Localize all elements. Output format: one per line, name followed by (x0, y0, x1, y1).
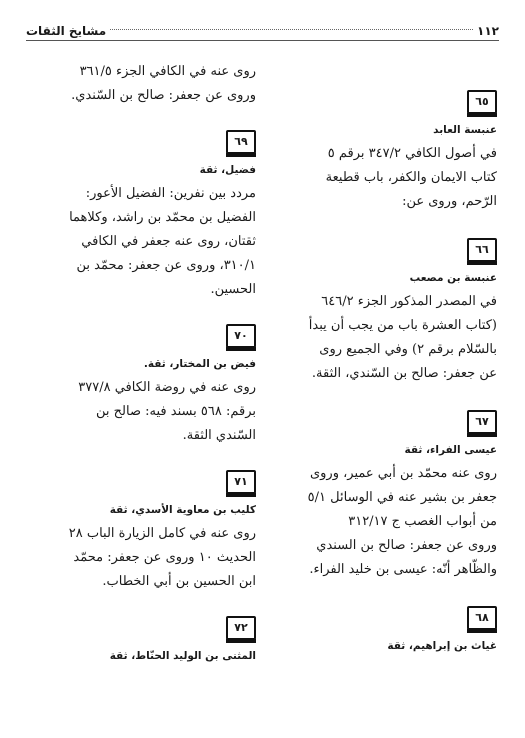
entry-line: الحديث ١٠ وروى عن جعفر: محمّد (73, 550, 256, 565)
continued-line: روى عنه في الكافي الجزء ٣٦١/٥ (79, 64, 256, 79)
entry-number-badge: ٧٠ (226, 324, 256, 348)
entry-line: مردد بين نفرين: الفضيل الأعور: (85, 186, 256, 201)
entry-line: بالسّلام برقم ٢) وفي الجميع روى (319, 342, 497, 357)
entry-line: جعفر بن بشير عنه في الوسائل ٥/١ (307, 490, 497, 505)
entry-line: وروى عن جعفر: صالح بن السندي (316, 538, 497, 553)
continued-line: وروى عن جعفر: صالح بن السّندي. (71, 88, 256, 103)
entry-line: روى عنه في روضة الكافي ٣٧٧/٨ (78, 380, 256, 395)
page-header (26, 22, 499, 41)
entry-line: الرّحم، وروى عن: (402, 194, 497, 209)
entry-line: روى عنه محمّد بن أبي عمير، وروى (309, 466, 497, 481)
entry-number-badge: ٧٢ (226, 616, 256, 640)
entry-69 (28, 130, 256, 302)
entry-line: في أصول الكافي ٣٤٧/٢ برقم ٥ (327, 146, 497, 161)
entry-name: عنبسة بن مصعب (409, 272, 497, 284)
entry-line: ٣١٠/١، وروى عن جعفر: محمّد بن (76, 258, 256, 273)
entry-name: المثنى بن الوليد الحنّاط، ثقة (109, 650, 256, 662)
entry-line: السّندي الثقة. (182, 428, 256, 443)
entry-66 (282, 238, 497, 386)
entry-name: فضيل، ثقة (199, 164, 256, 176)
entry-line: في المصدر المذكور الجزء ٦٤٦/٢ (321, 294, 497, 309)
page-number: ١١٢ (477, 24, 499, 38)
left-column (28, 60, 256, 668)
entry-65 (282, 90, 497, 214)
entry-line: (كتاب العشرة باب من يجب أن يبدأ (308, 318, 497, 333)
entry-70 (28, 324, 256, 448)
entry-number-badge: ٦٩ (226, 130, 256, 154)
running-title: مشايخ الثقات (26, 24, 107, 38)
entry-name: غياث بن إبراهيم، ثقة (387, 640, 497, 652)
header-dot-leader (110, 28, 473, 30)
entry-number-badge: ٧١ (226, 470, 256, 494)
entry-line: من أبواب الغصب ج ٣١٢/١٧ (348, 514, 497, 529)
entry-72 (28, 616, 256, 662)
entry-line: ابن الحسين بن أبي الخطاب. (102, 574, 256, 589)
entry-line: عن جعفر: صالح بن السّندي، الثقة. (311, 366, 497, 381)
entry-number-badge: ٦٧ (467, 410, 497, 434)
entry-name: عيسى الفراء، ثقة (404, 444, 497, 456)
entry-name: فيض بن المختار، ثقة. (143, 358, 256, 370)
entry-line: كتاب الايمان والكفر، باب قطيعة (325, 170, 497, 185)
entry-line: روى عنه في كامل الزيارة الباب ٢٨ (68, 526, 256, 541)
entry-number-badge: ٦٨ (467, 606, 497, 630)
entry-number-badge: ٦٦ (467, 238, 497, 262)
entry-71 (28, 470, 256, 594)
entry-line: الفضيل بن محمّد بن راشد، وكلاهما (69, 210, 256, 225)
entry-line: الحسين. (210, 282, 256, 297)
entry-name: كليب بن معاوية الأسدي، ثقة (109, 504, 256, 516)
entry-name: عنبسة العابد (433, 124, 497, 136)
entry-line: والظّاهر أنّه: عيسى بن خليد الفراء. (309, 562, 497, 577)
right-column (282, 60, 497, 658)
entry-line: ثقتان، روى عنه جعفر في الكافي (81, 234, 256, 249)
entry-line: برقم: ٥٦٨ بسند فيه: صالح بن (96, 404, 256, 419)
entry-67 (282, 410, 497, 582)
entry-number-badge: ٦٥ (467, 90, 497, 114)
entry-68 (282, 606, 497, 652)
